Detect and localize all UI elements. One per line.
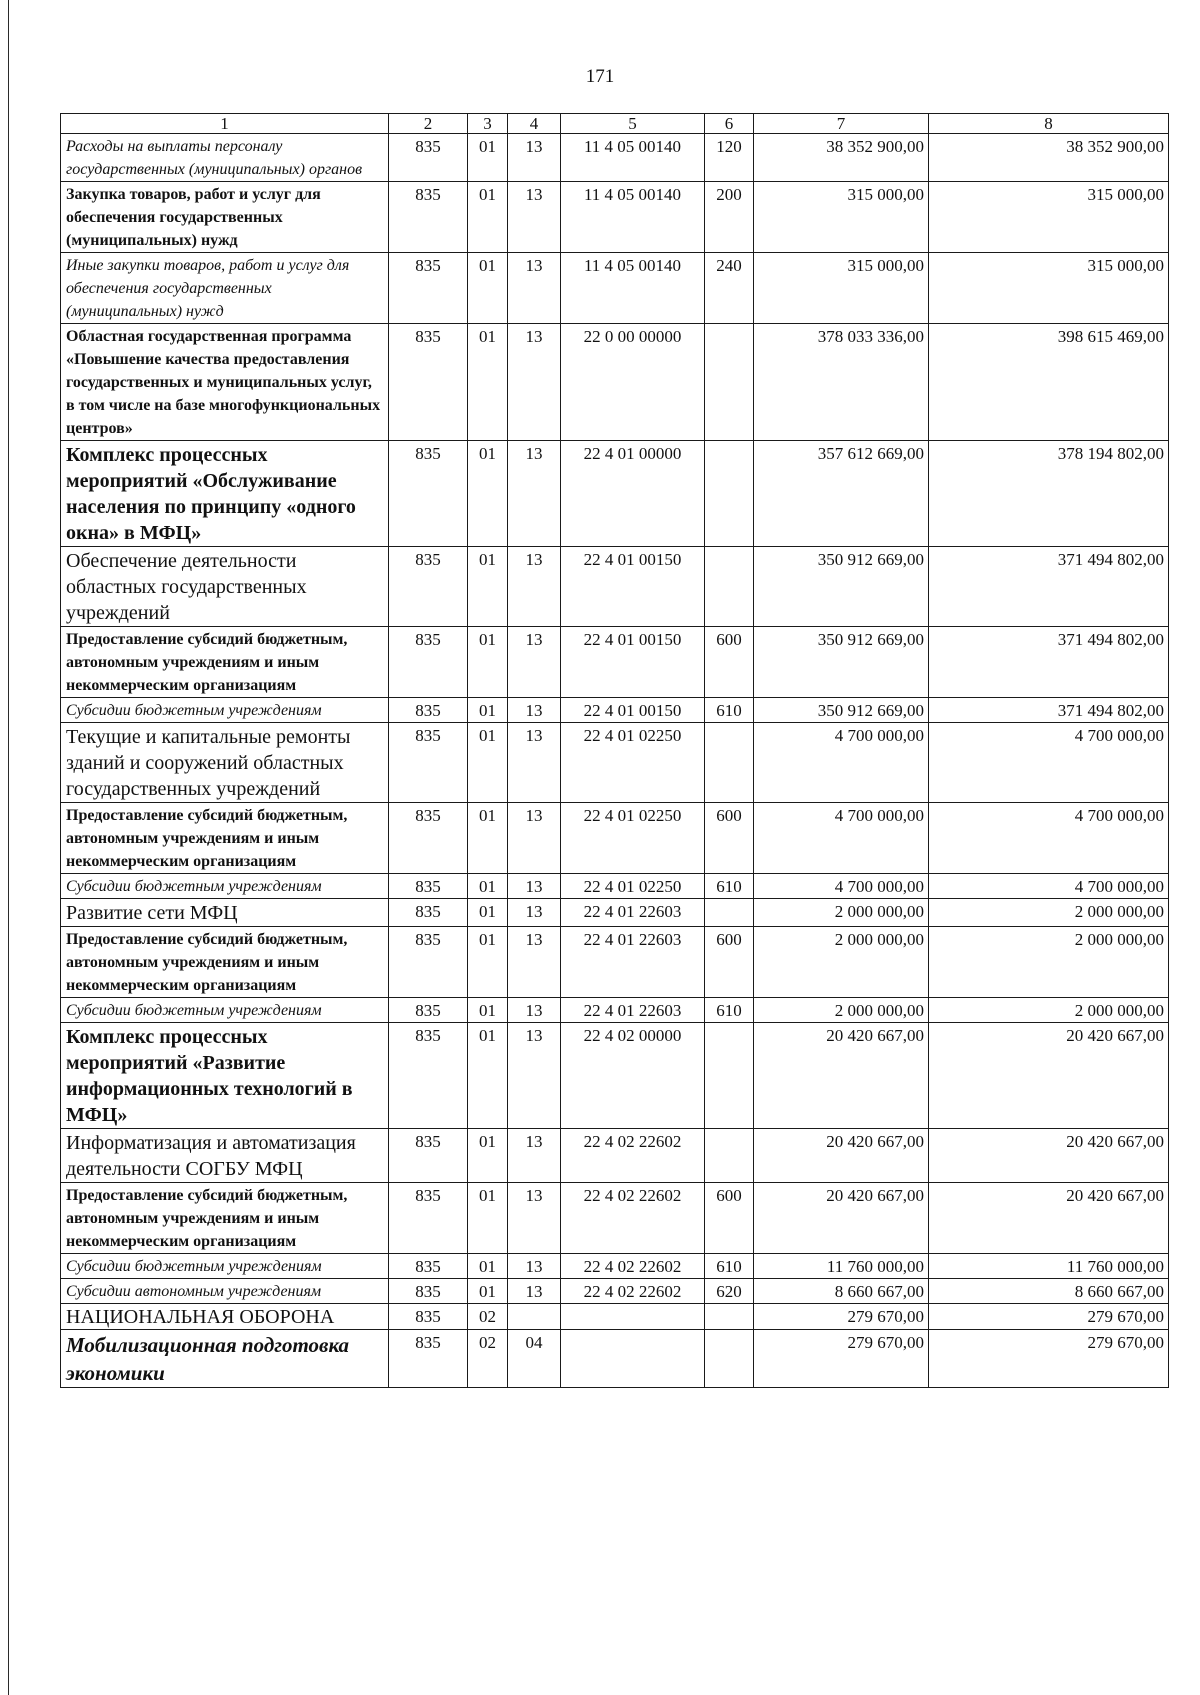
amount-year2-cell: 371 494 802,00: [929, 627, 1169, 698]
column-header-8: 8: [929, 114, 1169, 134]
section-code-cell: 01: [468, 253, 508, 324]
ministry-code-cell: 835: [389, 182, 468, 253]
subsection-code-cell: 13: [508, 1254, 561, 1279]
target-article-cell: 11 4 05 00140: [561, 134, 705, 182]
ministry-code-cell: 835: [389, 899, 468, 927]
expense-type-cell: 120: [705, 134, 754, 182]
row-name-cell: Обеспечение деятельности областных государственных учреждений: [61, 547, 389, 627]
section-code-cell: 01: [468, 134, 508, 182]
section-code-cell: 01: [468, 324, 508, 441]
table-row: [61, 698, 1169, 723]
expense-type-cell: [705, 1304, 754, 1330]
subsection-code-cell: 13: [508, 899, 561, 927]
amount-year1-cell: 20 420 667,00: [754, 1183, 929, 1254]
amount-year1-cell: 38 352 900,00: [754, 134, 929, 182]
target-article-cell: 22 4 01 22603: [561, 998, 705, 1023]
table-row: [61, 927, 1169, 998]
ministry-code-cell: 835: [389, 253, 468, 324]
amount-year2-cell: 279 670,00: [929, 1304, 1169, 1330]
subsection-code-cell: 13: [508, 803, 561, 874]
section-code-cell: 01: [468, 899, 508, 927]
amount-year2-cell: 38 352 900,00: [929, 134, 1169, 182]
amount-year1-cell: 315 000,00: [754, 182, 929, 253]
row-name-cell: НАЦИОНАЛЬНАЯ ОБОРОНА: [61, 1304, 389, 1330]
row-name-cell: Субсидии бюджетным учреждениям: [61, 1254, 389, 1279]
ministry-code-cell: 835: [389, 324, 468, 441]
subsection-code-cell: 13: [508, 1183, 561, 1254]
section-code-cell: 01: [468, 1279, 508, 1304]
target-article-cell: 22 4 01 22603: [561, 927, 705, 998]
amount-year1-cell: 4 700 000,00: [754, 803, 929, 874]
budget-table: [60, 113, 1169, 1388]
amount-year1-cell: 11 760 000,00: [754, 1254, 929, 1279]
ministry-code-cell: 835: [389, 1279, 468, 1304]
target-article-cell: 22 4 02 00000: [561, 1023, 705, 1129]
target-article-cell: 22 4 01 00150: [561, 547, 705, 627]
expense-type-cell: 240: [705, 253, 754, 324]
column-header-3: 3: [468, 114, 508, 134]
ministry-code-cell: 835: [389, 874, 468, 899]
expense-type-cell: 600: [705, 803, 754, 874]
row-name-cell: Закупка товаров, работ и услуг для обеспечения государственных (муниципальных) нужд: [61, 182, 389, 253]
amount-year2-cell: 20 420 667,00: [929, 1023, 1169, 1129]
expense-type-cell: [705, 324, 754, 441]
ministry-code-cell: 835: [389, 547, 468, 627]
expense-type-cell: 610: [705, 698, 754, 723]
column-header-1: 1: [61, 114, 389, 134]
amount-year1-cell: 2 000 000,00: [754, 927, 929, 998]
target-article-cell: 22 4 02 22602: [561, 1279, 705, 1304]
expense-type-cell: 600: [705, 1183, 754, 1254]
column-header-4: 4: [508, 114, 561, 134]
target-article-cell: [561, 1330, 705, 1388]
amount-year1-cell: 357 612 669,00: [754, 441, 929, 547]
expense-type-cell: [705, 1129, 754, 1183]
ministry-code-cell: 835: [389, 998, 468, 1023]
row-name-cell: Субсидии бюджетным учреждениям: [61, 698, 389, 723]
table-row: [61, 627, 1169, 698]
table-row: [61, 899, 1169, 927]
amount-year1-cell: 350 912 669,00: [754, 547, 929, 627]
section-code-cell: 01: [468, 998, 508, 1023]
subsection-code-cell: 13: [508, 547, 561, 627]
ministry-code-cell: 835: [389, 1129, 468, 1183]
ministry-code-cell: 835: [389, 134, 468, 182]
amount-year2-cell: 8 660 667,00: [929, 1279, 1169, 1304]
amount-year1-cell: 20 420 667,00: [754, 1129, 929, 1183]
ministry-code-cell: 835: [389, 441, 468, 547]
amount-year1-cell: 315 000,00: [754, 253, 929, 324]
subsection-code-cell: 04: [508, 1330, 561, 1388]
table-row: [61, 253, 1169, 324]
table-row: [61, 803, 1169, 874]
row-name-cell: Информатизация и автоматизация деятельности СОГБУ МФЦ: [61, 1129, 389, 1183]
expense-type-cell: 610: [705, 874, 754, 899]
row-name-cell: Иные закупки товаров, работ и услуг для обеспечения государственных (муниципальных) нужд: [61, 253, 389, 324]
table-row: [61, 874, 1169, 899]
section-code-cell: 02: [468, 1330, 508, 1388]
amount-year2-cell: 2 000 000,00: [929, 927, 1169, 998]
ministry-code-cell: 835: [389, 803, 468, 874]
row-name-cell: Текущие и капитальные ремонты зданий и сооружений областных государственных учреждений: [61, 723, 389, 803]
section-code-cell: 01: [468, 1023, 508, 1129]
expense-type-cell: [705, 547, 754, 627]
subsection-code-cell: [508, 1304, 561, 1330]
page-number: 171: [585, 66, 615, 87]
expense-type-cell: [705, 1023, 754, 1129]
amount-year2-cell: 398 615 469,00: [929, 324, 1169, 441]
section-code-cell: 01: [468, 723, 508, 803]
subsection-code-cell: 13: [508, 874, 561, 899]
subsection-code-cell: 13: [508, 1023, 561, 1129]
target-article-cell: 22 4 01 02250: [561, 874, 705, 899]
row-name-cell: Областная государственная программа «Повышение качества предоставления государственных и муниципальных услуг, в том числе на базе многофункциональных центров»: [61, 324, 389, 441]
subsection-code-cell: 13: [508, 441, 561, 547]
row-name-cell: Комплекс процессных мероприятий «Развитие информационных технологий в МФЦ»: [61, 1023, 389, 1129]
subsection-code-cell: 13: [508, 324, 561, 441]
section-code-cell: 01: [468, 927, 508, 998]
section-code-cell: 01: [468, 698, 508, 723]
target-article-cell: 22 4 01 00150: [561, 627, 705, 698]
subsection-code-cell: 13: [508, 134, 561, 182]
amount-year2-cell: 2 000 000,00: [929, 998, 1169, 1023]
ministry-code-cell: 835: [389, 627, 468, 698]
table-row: [61, 1023, 1169, 1129]
row-name-cell: Субсидии бюджетным учреждениям: [61, 998, 389, 1023]
expense-type-cell: 610: [705, 1254, 754, 1279]
amount-year2-cell: 378 194 802,00: [929, 441, 1169, 547]
table-body: [61, 114, 1169, 1388]
column-header-2: 2: [389, 114, 468, 134]
amount-year2-cell: 371 494 802,00: [929, 547, 1169, 627]
section-code-cell: 01: [468, 182, 508, 253]
subsection-code-cell: 13: [508, 698, 561, 723]
subsection-code-cell: 13: [508, 723, 561, 803]
ministry-code-cell: 835: [389, 723, 468, 803]
ministry-code-cell: 835: [389, 1183, 468, 1254]
amount-year1-cell: 350 912 669,00: [754, 698, 929, 723]
subsection-code-cell: 13: [508, 182, 561, 253]
target-article-cell: 22 4 01 02250: [561, 723, 705, 803]
section-code-cell: 01: [468, 547, 508, 627]
row-name-cell: Комплекс процессных мероприятий «Обслуживание населения по принципу «одного окна» в МФЦ»: [61, 441, 389, 547]
table-row: [61, 1279, 1169, 1304]
table-row: [61, 1129, 1169, 1183]
row-name-cell: Предоставление субсидий бюджетным, автономным учреждениям и иным некоммерческим организациям: [61, 803, 389, 874]
section-code-cell: 01: [468, 803, 508, 874]
table-row: [61, 1304, 1169, 1330]
subsection-code-cell: 13: [508, 1279, 561, 1304]
amount-year2-cell: 315 000,00: [929, 182, 1169, 253]
amount-year1-cell: 4 700 000,00: [754, 723, 929, 803]
column-header-6: 6: [705, 114, 754, 134]
target-article-cell: 22 4 01 00150: [561, 698, 705, 723]
table-row: [61, 547, 1169, 627]
amount-year2-cell: 20 420 667,00: [929, 1183, 1169, 1254]
target-article-cell: 22 4 02 22602: [561, 1129, 705, 1183]
row-name-cell: Субсидии бюджетным учреждениям: [61, 874, 389, 899]
target-article-cell: 11 4 05 00140: [561, 253, 705, 324]
row-name-cell: Предоставление субсидий бюджетным, автономным учреждениям и иным некоммерческим организациям: [61, 627, 389, 698]
subsection-code-cell: 13: [508, 927, 561, 998]
ministry-code-cell: 835: [389, 1254, 468, 1279]
amount-year1-cell: 279 670,00: [754, 1330, 929, 1388]
amount-year2-cell: 371 494 802,00: [929, 698, 1169, 723]
table-row: [61, 441, 1169, 547]
amount-year1-cell: 378 033 336,00: [754, 324, 929, 441]
section-code-cell: 01: [468, 1254, 508, 1279]
target-article-cell: 22 4 02 22602: [561, 1254, 705, 1279]
amount-year2-cell: 279 670,00: [929, 1330, 1169, 1388]
target-article-cell: 11 4 05 00140: [561, 182, 705, 253]
amount-year2-cell: 4 700 000,00: [929, 803, 1169, 874]
section-code-cell: 02: [468, 1304, 508, 1330]
expense-type-cell: [705, 1330, 754, 1388]
table-row: [61, 134, 1169, 182]
expense-type-cell: [705, 441, 754, 547]
column-number-row: [61, 114, 1169, 134]
subsection-code-cell: 13: [508, 1129, 561, 1183]
amount-year1-cell: 2 000 000,00: [754, 899, 929, 927]
amount-year2-cell: 20 420 667,00: [929, 1129, 1169, 1183]
expense-type-cell: 600: [705, 927, 754, 998]
section-code-cell: 01: [468, 874, 508, 899]
table-row: [61, 723, 1169, 803]
table-row: [61, 1183, 1169, 1254]
ministry-code-cell: 835: [389, 1304, 468, 1330]
row-name-cell: Предоставление субсидий бюджетным, автономным учреждениям и иным некоммерческим организациям: [61, 927, 389, 998]
table-row: [61, 998, 1169, 1023]
amount-year1-cell: 8 660 667,00: [754, 1279, 929, 1304]
ministry-code-cell: 835: [389, 1330, 468, 1388]
expense-type-cell: 600: [705, 627, 754, 698]
row-name-cell: Субсидии автономным учреждениям: [61, 1279, 389, 1304]
amount-year1-cell: 2 000 000,00: [754, 998, 929, 1023]
subsection-code-cell: 13: [508, 998, 561, 1023]
table-row: [61, 1254, 1169, 1279]
amount-year1-cell: 20 420 667,00: [754, 1023, 929, 1129]
target-article-cell: 22 4 02 22602: [561, 1183, 705, 1254]
amount-year1-cell: 279 670,00: [754, 1304, 929, 1330]
section-code-cell: 01: [468, 627, 508, 698]
amount-year2-cell: 2 000 000,00: [929, 899, 1169, 927]
amount-year2-cell: 4 700 000,00: [929, 874, 1169, 899]
amount-year2-cell: 4 700 000,00: [929, 723, 1169, 803]
amount-year1-cell: 350 912 669,00: [754, 627, 929, 698]
ministry-code-cell: 835: [389, 927, 468, 998]
section-code-cell: 01: [468, 441, 508, 547]
amount-year2-cell: 315 000,00: [929, 253, 1169, 324]
target-article-cell: 22 4 01 02250: [561, 803, 705, 874]
table-row: [61, 324, 1169, 441]
row-name-cell: Развитие сети МФЦ: [61, 899, 389, 927]
column-header-7: 7: [754, 114, 929, 134]
subsection-code-cell: 13: [508, 253, 561, 324]
table-row: [61, 182, 1169, 253]
expense-type-cell: 610: [705, 998, 754, 1023]
expense-type-cell: 620: [705, 1279, 754, 1304]
row-name-cell: Расходы на выплаты персоналу государственных (муниципальных) органов: [61, 134, 389, 182]
table-row: [61, 1330, 1169, 1388]
expense-type-cell: [705, 723, 754, 803]
target-article-cell: 22 4 01 00000: [561, 441, 705, 547]
subsection-code-cell: 13: [508, 627, 561, 698]
ministry-code-cell: 835: [389, 1023, 468, 1129]
target-article-cell: 22 4 01 22603: [561, 899, 705, 927]
row-name-cell: Мобилизационная подготовка экономики: [61, 1330, 389, 1388]
amount-year1-cell: 4 700 000,00: [754, 874, 929, 899]
column-header-5: 5: [561, 114, 705, 134]
expense-type-cell: 200: [705, 182, 754, 253]
target-article-cell: [561, 1304, 705, 1330]
row-name-cell: Предоставление субсидий бюджетным, автономным учреждениям и иным некоммерческим организациям: [61, 1183, 389, 1254]
amount-year2-cell: 11 760 000,00: [929, 1254, 1169, 1279]
expense-type-cell: [705, 899, 754, 927]
ministry-code-cell: 835: [389, 698, 468, 723]
section-code-cell: 01: [468, 1129, 508, 1183]
page-edge-line: [8, 0, 9, 1695]
section-code-cell: 01: [468, 1183, 508, 1254]
target-article-cell: 22 0 00 00000: [561, 324, 705, 441]
